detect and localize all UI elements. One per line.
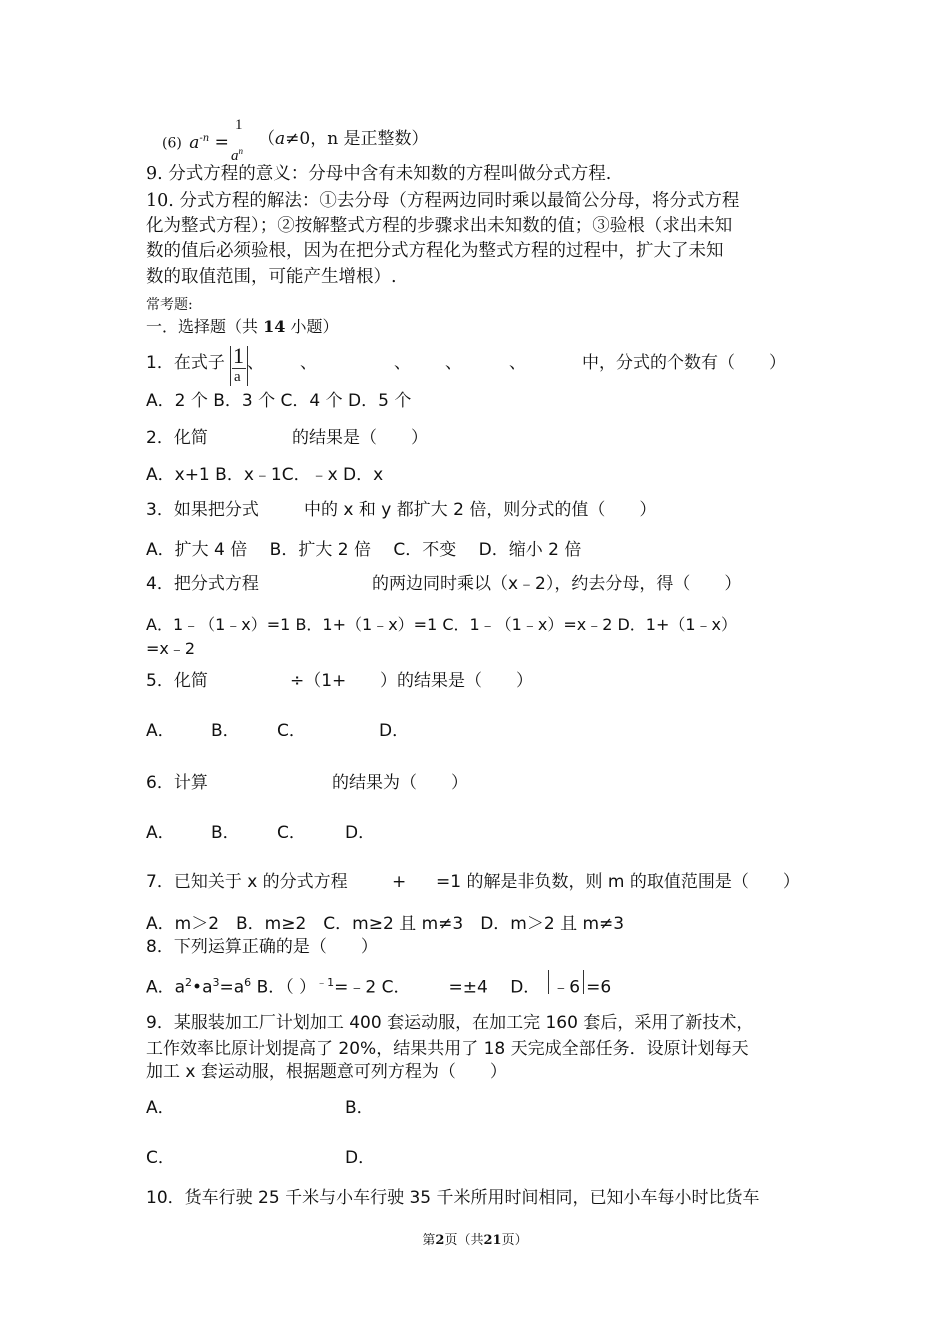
formula-exp: -n (199, 133, 210, 144)
question-9-line: 加工 x 套运动服，根据题意可列方程为（ ） (146, 1062, 507, 1082)
question-5-stem-tail: ）的结果是（ ） (380, 671, 533, 691)
question-7-stem-tail: =1 的解是非负数，则 m 的取值范围是（ ） (436, 872, 800, 892)
definition-line: 10. 分式方程的解法：①去分母（方程两边同时乘以最简公分母，将分式方程 (146, 191, 740, 211)
fraction-numerator: 1 (233, 343, 244, 368)
question-1-separator: 、 (300, 353, 317, 373)
question-6-stem: 6．计算 (146, 773, 208, 793)
abs-bar-left (548, 970, 549, 994)
option-b: B． (345, 1098, 374, 1118)
question-2-stem: 2．化简 (146, 428, 208, 448)
page-total: 21 (483, 1233, 502, 1248)
exponent: 6 (244, 976, 252, 989)
question-10-stem: 10．货车行驶 25 千米与小车行驶 35 千米所用时间相同，已知小车每小时比货车 (146, 1188, 760, 1208)
section-heading (146, 316, 338, 338)
option-b: B． (211, 721, 240, 741)
formula-6 (162, 128, 229, 155)
cond-var: a (275, 129, 286, 149)
question-9-line: 9．某服装加工厂计划加工 400 套运动服，在加工完 160 套后，采用了新技术， (146, 1013, 754, 1033)
option-c: C． (277, 721, 306, 741)
exponent: 2 (185, 976, 193, 989)
option-c: C． (146, 1148, 175, 1168)
question-1-fraction (230, 343, 248, 386)
page-footer (0, 1229, 950, 1248)
option-b: B． (211, 823, 240, 843)
footer-mid: 页（共 (444, 1233, 484, 1248)
formula-6-condition (258, 128, 429, 150)
question-7-stem: 7．已知关于 x 的分式方程 (146, 872, 348, 892)
section-prefix: 一．选择题（共 (146, 317, 264, 336)
formula-6-fraction (230, 117, 252, 164)
option-d-rest: ﹣6 (552, 977, 581, 998)
question-4-options: A．1﹣（1﹣x）=1 B．1+（1﹣x）=1 C．1﹣（1﹣x）=x﹣2 D．1+（1﹣x） (146, 615, 738, 634)
common-questions-label: 常考题: (146, 297, 193, 313)
definition-line: 9. 分式方程的意义：分母中含有未知数的方程叫做分式方程. (146, 164, 612, 184)
question-1-separator: 、 (509, 353, 526, 373)
question-1-tail: 中，分式的个数有（ ） (582, 353, 786, 373)
formula-label: (6) (162, 135, 182, 152)
fraction-denominator: $a^n$ (231, 146, 243, 164)
footer-post: 页） (501, 1233, 528, 1248)
option-a: A． (146, 823, 175, 843)
cond-open: （ (258, 129, 275, 149)
question-5-stem: 5．化简 (146, 671, 208, 691)
question-3-stem: 3．如果把分式 (146, 500, 259, 520)
option-d: D． (345, 823, 376, 843)
question-6-stem-tail: 的结果为（ ） (332, 773, 468, 793)
option-c-rest: =±4 D． (448, 977, 541, 998)
question-1-options: A．2 个 B．3 个 C．4 个 D．5 个 (146, 391, 412, 411)
question-1-separator: 、 (247, 353, 264, 373)
question-3-options: A．扩大 4 倍 B．扩大 2 倍 C．不变 D．缩小 2 倍 (146, 540, 582, 560)
fraction-numerator: 1 (235, 117, 243, 133)
question-8-stem: 8．下列运算正确的是（ ） (146, 937, 378, 957)
question-4-stem-tail: 的两边同时乘以（x﹣2），约去分母，得（ ） (372, 574, 742, 594)
question-8-options (146, 972, 611, 999)
option-a-text: A．a (146, 977, 186, 998)
abs-bar-right (583, 970, 584, 994)
question-2-options: A．x+1 B．x﹣1C．﹣x D．x (146, 465, 384, 485)
cond-rest: ≠0，n 是正整数） (285, 129, 429, 149)
footer-pre: 第 (422, 1233, 436, 1248)
option-a-dot: •a (192, 977, 213, 998)
section-count: 14 (263, 317, 286, 336)
question-1-separator: 、 (394, 353, 411, 373)
question-7-plus: + (392, 872, 407, 892)
question-5-stem-mid: ÷（1+ (290, 671, 347, 691)
question-4-options-cont: =x﹣2 (146, 639, 196, 658)
option-d: D． (379, 721, 410, 741)
option-c: C． (277, 823, 306, 843)
definition-line: 数的值后必须验根，因为在把分式方程化为整式方程的过程中，扩大了未知 (146, 241, 724, 261)
question-7-options: A．m＞2 B．m≥2 C．m≥2 且 m≠3 D．m＞2 且 m≠3 (146, 914, 625, 934)
option-d-tail: =6 (586, 977, 612, 998)
definition-line: 数的取值范围，可能产生增根）. (146, 267, 397, 287)
formula-eq: = (214, 132, 229, 153)
question-1-separator: 、 (445, 353, 462, 373)
fraction-denominator: a (234, 369, 241, 385)
question-1-stem: 1．在式子 (146, 353, 225, 373)
option-a: A． (146, 1098, 175, 1118)
definition-line: 化为整式方程）；②按解整式方程的步骤求出未知数的值；③验根（求出未知 (146, 216, 733, 236)
question-3-stem-tail: 中的 x 和 y 都扩大 2 倍，则分式的值（ ） (304, 500, 657, 520)
option-b-text: B．（ ） (251, 977, 317, 998)
option-a: A． (146, 721, 175, 741)
page-number: 2 (435, 1233, 445, 1248)
exponent: ﹣1 (316, 976, 335, 989)
formula-base: a (189, 132, 200, 153)
exponent: 3 (212, 976, 220, 989)
question-2-stem-tail: 的结果是（ ） (292, 428, 428, 448)
option-d: D． (345, 1148, 376, 1168)
question-9-line: 工作效率比原计划提高了 20%，结果共用了 18 天完成全部任务．设原计划每天 (146, 1039, 749, 1059)
option-a-eq: =a (219, 977, 245, 998)
question-4-stem: 4．把分式方程 (146, 574, 259, 594)
section-suffix: 小题） (285, 317, 339, 336)
option-b-rest: =﹣2 C． (334, 977, 411, 998)
